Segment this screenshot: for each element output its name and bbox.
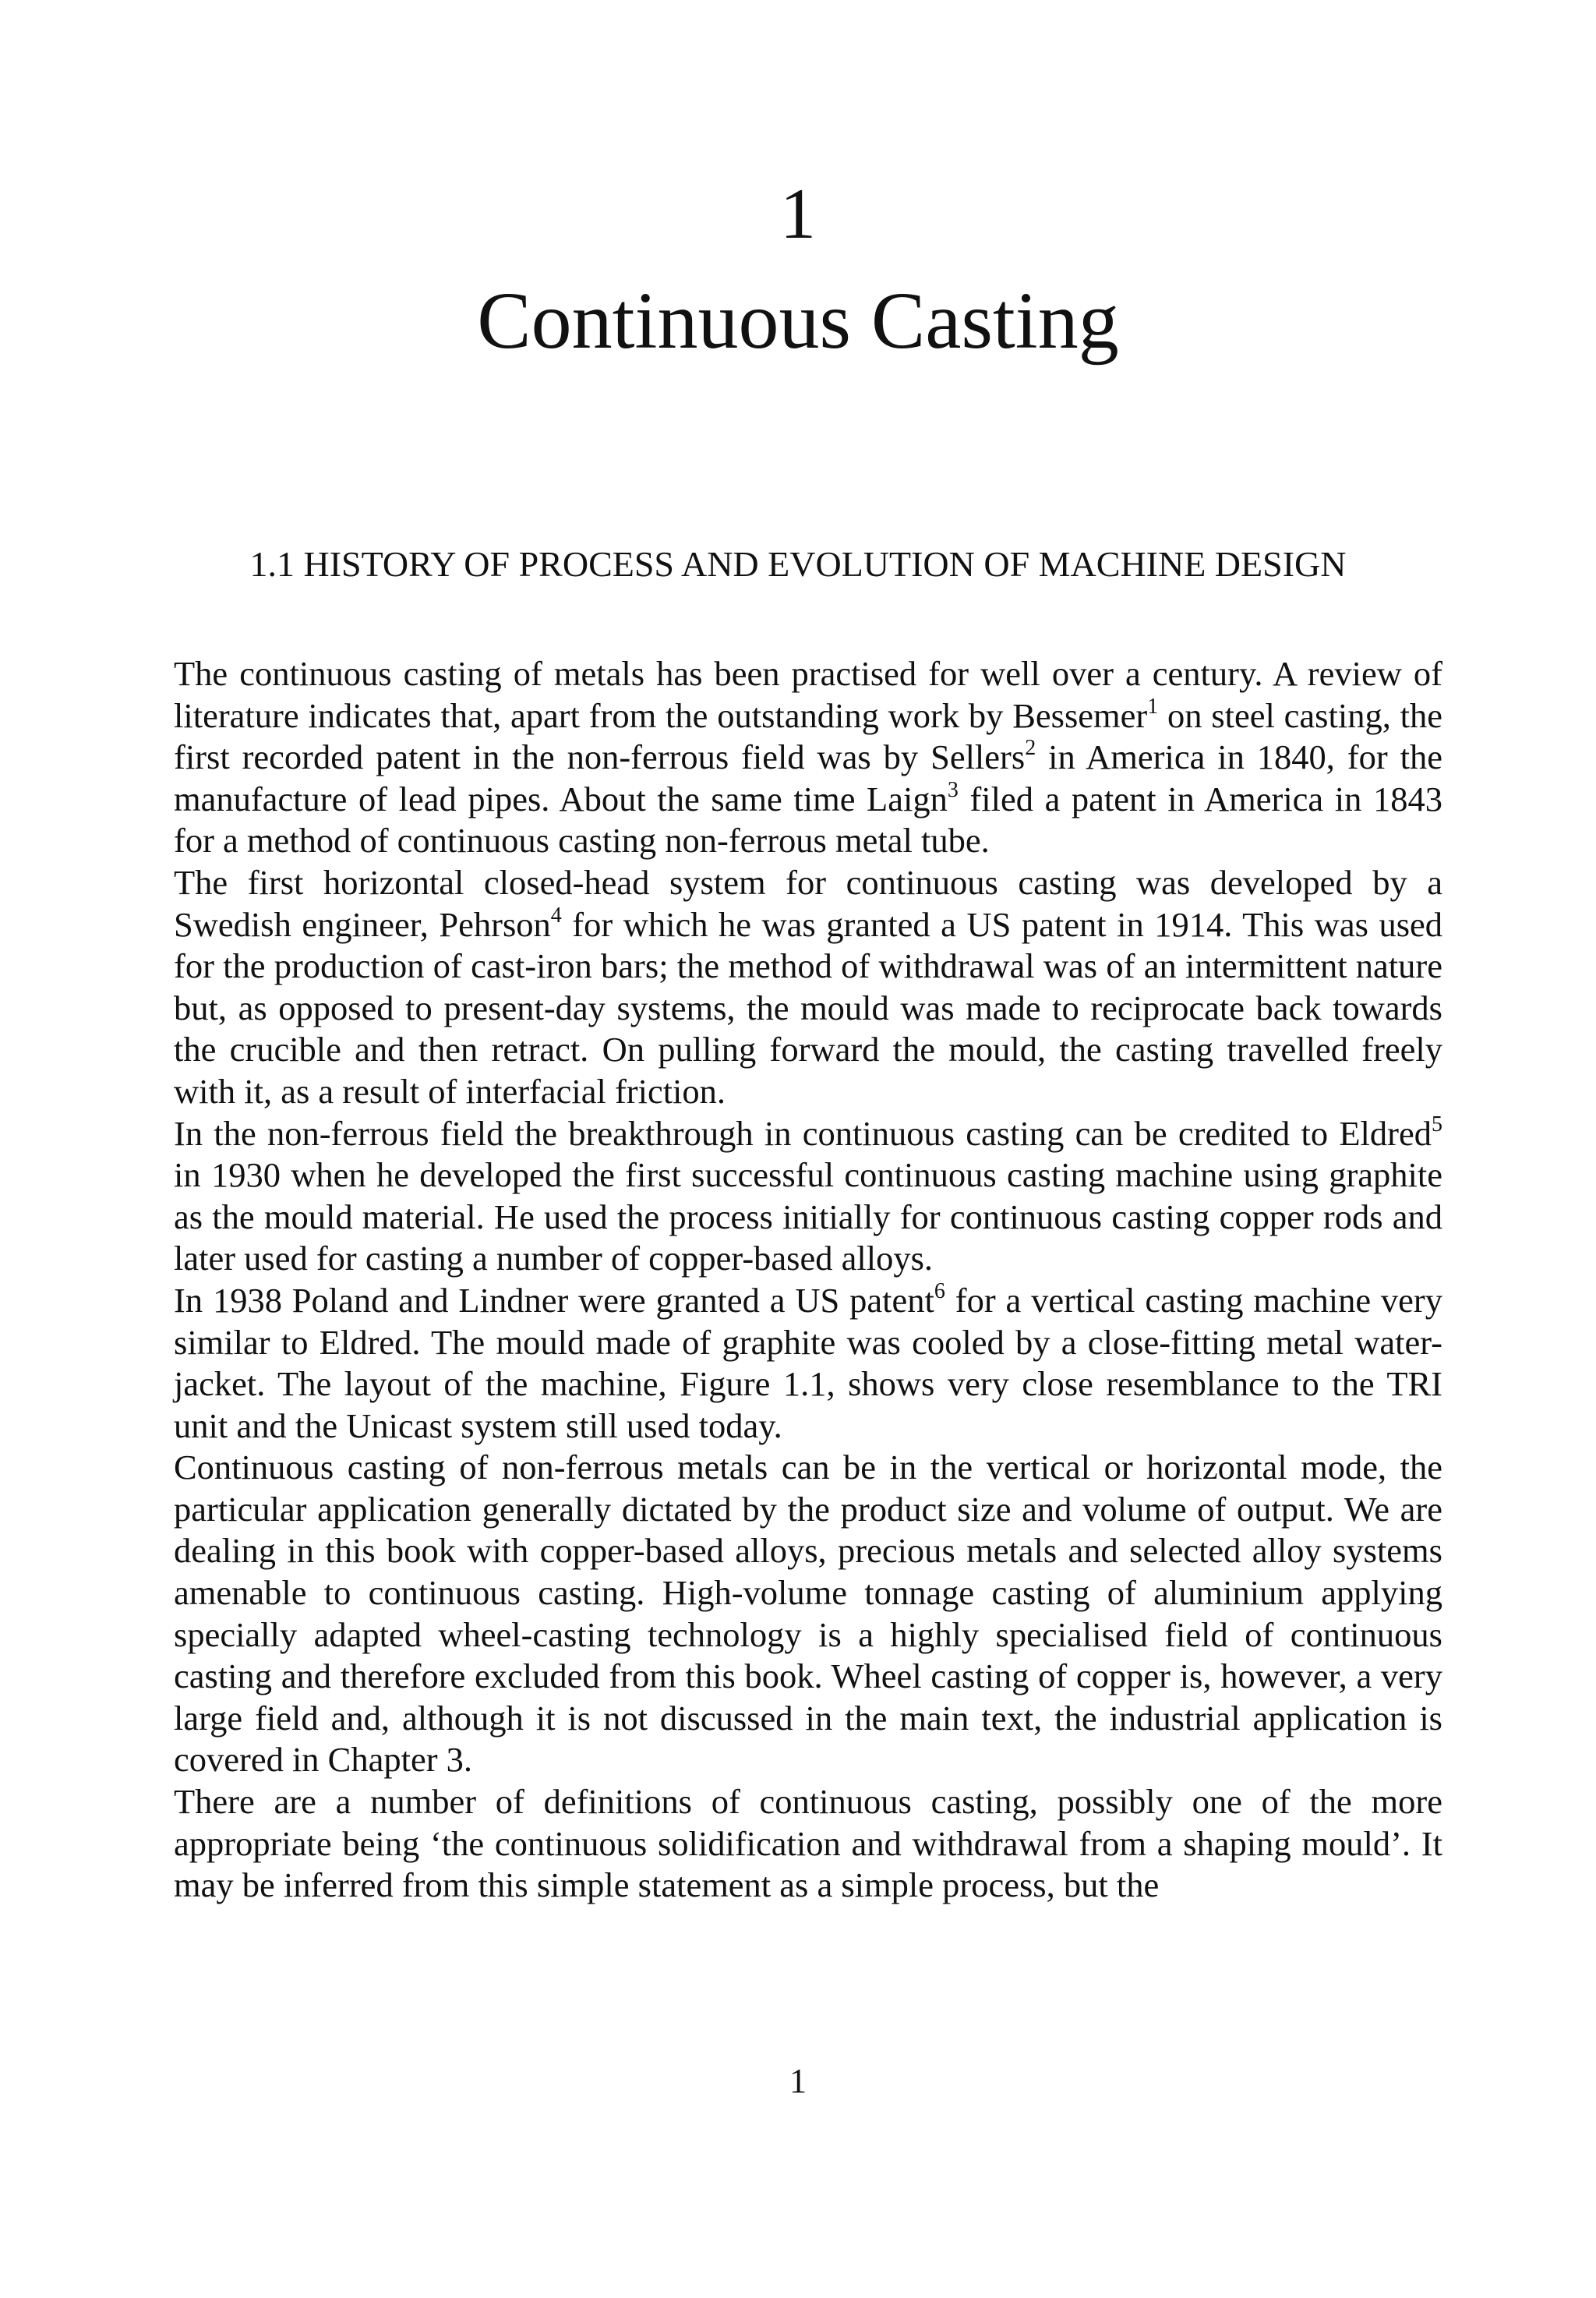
footnote-marker: 4 xyxy=(550,903,562,928)
paragraph-definition: There are a number of definitions of continuous casting, possibly one of the more appropriate being ‘the continuous solidification and withdrawal from a shaping mould’. It may be inferred from this simple statement as a simple process, but the xyxy=(174,1782,1442,1905)
paragraph-horizontal-system: The first horizontal closed-head system for continuous casting was developed by a Swedish engineer, Pehrson$^4$ for which he was granted a US patent in 1914. This was used for the production of cast-iron bars; the method of withdrawal was of an intermittent nature but, as opposed to present-day systems, the mould was made to reciprocate back towards the crucible and then retract. On pulling forward the mould, the casting travelled freely with it, as a result of interfacial friction. xyxy=(174,862,1443,1111)
paragraph-history-intro: The continuous casting of metals has been practised for well over a century. A review of literature indicates that, apart from the outstanding work by Bessemer$^1$ on steel casting, the first recorded patent in the non-ferrous field was by Sellers$^2$ in America in 1840, for the manufacture of lead pipes. About the same time Laign$^3$ filed a patent in America in 1843 for a method of continuous casting non-ferrous metal tube. xyxy=(174,654,1442,861)
paragraph-vertical-machine: In 1938 Poland and Lindner were granted a US patent$^6$ for a vertical casting machine very similar to Eldred. The mould made of graphite was cooled by a close-fitting metal water-jacket. The layout of the machine, Figure 1.1, shows very close resemblance to the TRI unit and the Unicast system still used today. xyxy=(174,1278,1443,1445)
paragraph-nonferrous-breakthrough: In the non-ferrous field the breakthrough in continuous casting can be credited to Eldred$^5$ in 1930 when he developed the first successful continuous casting machine using graphite as the mould material. He used the process initially for continuous casting copper rods and later used for casting a number of copper-based alloys. xyxy=(174,1112,1442,1278)
chapter-title: Continuous Casting xyxy=(477,276,1119,366)
footnote-marker: 2 xyxy=(1025,736,1036,761)
footnote-marker: 1 xyxy=(1147,694,1159,719)
footnote-marker: 3 xyxy=(947,777,959,802)
section-heading: 1.1 HISTORY OF PROCESS AND EVOLUTION OF MACHINE DESIGN xyxy=(249,544,1347,584)
paragraph-casting-modes: Continuous casting of non-ferrous metals can be in the vertical or horizontal mode, the particular application generally dictated by the product size and volume of output. We are dealing in this book with copper-based alloys, precious metals and selected alloy systems amenable to continuous casting. High-volume tonnage casting of aluminium applying specially adapted wheel-casting technology is a highly specialised field of continuous casting and therefore excluded from this book. Wheel casting of copper is, however, a very large field and, although it is not discussed in the main text, the industrial application is covered in Chapter 3. xyxy=(174,1448,1442,1780)
footnote-marker: 5 xyxy=(1432,1112,1442,1137)
chapter-number: 1 xyxy=(780,174,816,253)
footnote-marker: 6 xyxy=(934,1278,945,1303)
page-number: 1 xyxy=(789,2062,807,2100)
body-text xyxy=(174,653,1442,1907)
